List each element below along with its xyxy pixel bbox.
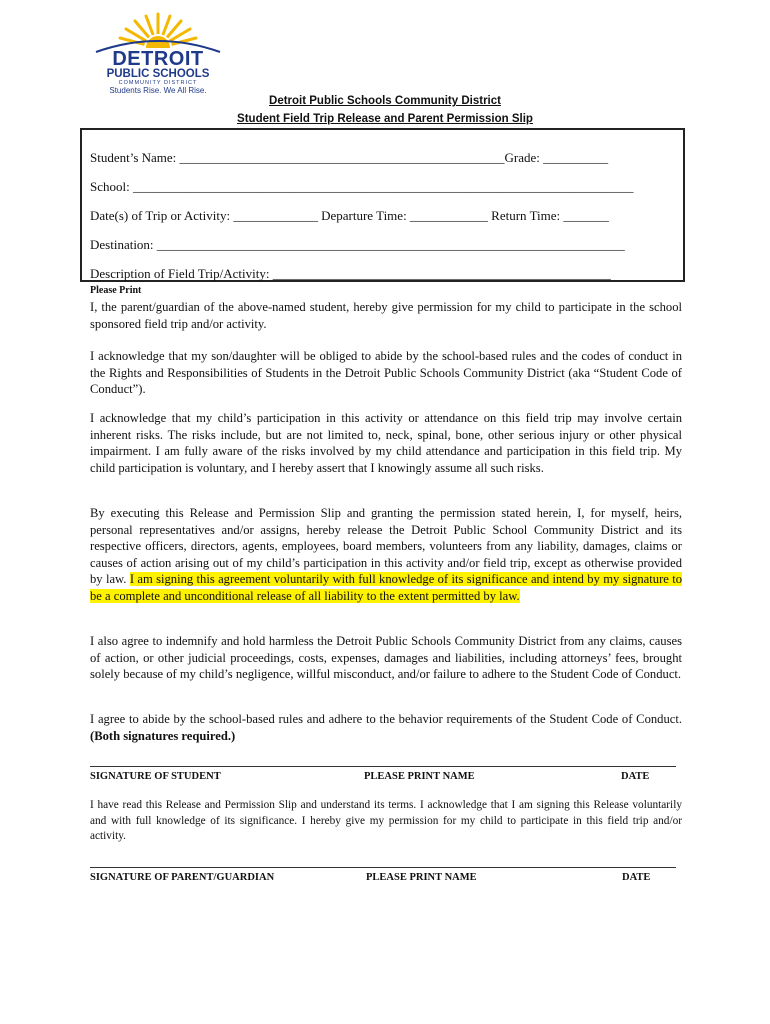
highlighted-release-text: I am signing this agreement voluntarily with full knowledge of its significance and intend by my signature to be a complete and unconditional release of all liability to the extent permitted by law. xyxy=(90,572,683,603)
risks-paragraph: I acknowledge that my child’s participation in this activity or attendance on this field trip may involve certain inherent risks. The risks include, but are not limited to, neck, spinal, bone, other serious injury or other physical impairment. I am fully aware of the risks involved by my child attendance and participation in this field trip. My child participation is voluntary, and I hereby assert that I knowingly assume all such risks. xyxy=(90,411,682,475)
school-field[interactable]: School: _____________________________________________________________________________ xyxy=(90,179,634,194)
student-signature-label: SIGNATURE OF STUDENT xyxy=(90,771,221,782)
student-date-label: DATE xyxy=(621,771,650,782)
parent-signature-line[interactable] xyxy=(90,867,676,868)
trip-dates-field[interactable]: Date(s) of Trip or Activity: _____________ Departure Time: ____________ Return Time: _______ xyxy=(90,208,609,223)
destination-field[interactable]: Destination: ________________________________________________________________________ xyxy=(90,237,625,252)
code-of-conduct-paragraph: I acknowledge that my son/daughter will be obliged to abide by the school-based rules and the codes of conduct in the Rights and Responsibilities of Students in the Detroit Public Schools Community District (aka “Student Code of Conduct”). xyxy=(90,349,682,396)
logo-text-community-district: COMMUNITY DISTRICT xyxy=(118,80,198,86)
org-heading: Detroit Public Schools Community District xyxy=(269,95,501,107)
parent-signature-label: SIGNATURE OF PARENT/GUARDIAN xyxy=(90,872,275,883)
permission-paragraph: I, the parent/guardian of the above-named student, hereby give permission for my child to participate in the school sponsored field trip and/or activity. xyxy=(90,300,682,331)
parent-acknowledgement-paragraph: I have read this Release and Permission Slip and understand its terms. I acknowledge that I am signing this Release voluntarily and with full knowledge of its significance. I hereby give my permission for my child to participate in this field trip and/or activity. xyxy=(90,799,682,842)
student-signature-line[interactable] xyxy=(90,766,676,767)
district-logo xyxy=(88,8,228,94)
logo-text-detroit: DETROIT xyxy=(112,48,204,70)
release-text: By executing this Release and Permission Slip and granting the permission stated herein, I, for myself, heirs, personal representatives and/or assigns, hereby release the Detroit Public School Community District and its respective officers, directors, agents, employees, board members, volunteers from any liability, damages, claims or causes of action arising out of my child’s participation in this activity and/or field trip, except as otherwise provided by law. xyxy=(90,506,682,586)
description-field[interactable]: Description of Field Trip/Activity: ____________________________________________________ xyxy=(90,266,611,281)
parent-date-label: DATE xyxy=(622,872,651,883)
parent-print-name-label: PLEASE PRINT NAME xyxy=(366,872,477,883)
logo-tagline: Students Rise. We All Rise. xyxy=(109,86,207,95)
form-title: Student Field Trip Release and Parent Permission Slip xyxy=(237,113,533,125)
release-paragraph xyxy=(90,505,682,604)
student-name-field[interactable]: Student’s Name: __________________________________________________Grade: __________ xyxy=(90,150,609,165)
please-print-note: Please Print xyxy=(90,285,142,296)
indemnify-paragraph: I also agree to indemnify and hold harmless the Detroit Public Schools Community District from any claims, causes of action, or other judicial proceedings, costs, expenses, damages and liabilities, including attorneys’ fees, brought solely because of my child’s negligence, willful misconduct, and/or failure to adhere to the Student Code of Conduct. xyxy=(90,634,682,681)
agreement-paragraph xyxy=(90,711,682,744)
student-print-name-label: PLEASE PRINT NAME xyxy=(364,771,475,782)
signatures-required-note: (Both signatures required.) xyxy=(90,728,236,743)
logo-text-public-schools: PUBLIC SCHOOLS xyxy=(106,68,210,80)
agreement-text: I agree to abide by the school-based rules and adhere to the behavior requirements of the Student Code of Conduct. xyxy=(90,712,682,726)
